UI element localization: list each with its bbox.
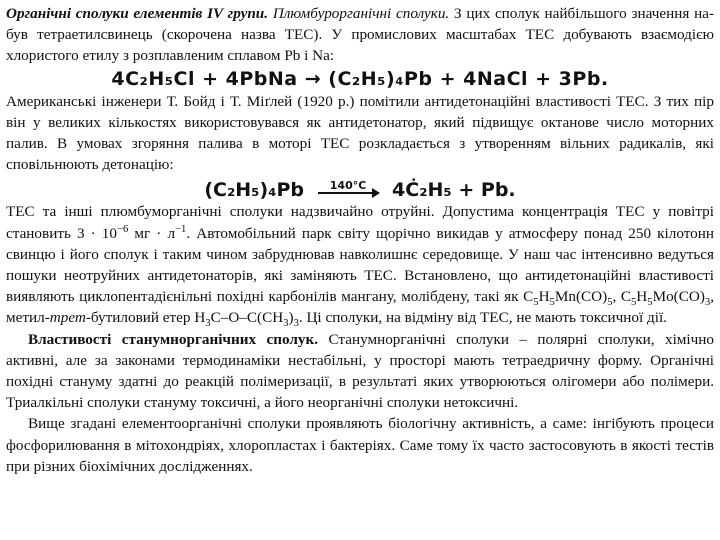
paragraph-tin-compounds xyxy=(6,329,714,414)
subheading-lead-compounds: Плюмбурорганічні сполуки. xyxy=(272,5,450,22)
paragraph-text: З цих сполук найбільшого значення на-був тетраетилсвинець (скорочена назва ТЕС). У промислових масштабах ТЕС добувають взаємодією хлористого етилу з розплавленим сплавом Pb і Na: xyxy=(6,5,715,65)
reaction-arrow xyxy=(318,180,378,201)
equation-left: (C₂H₅)₄Pb xyxy=(204,179,305,202)
section-heading-group-iv: Органічні сполуки елементів IV групи. xyxy=(6,5,269,22)
equation-tel-decomposition xyxy=(6,175,714,201)
equation-right: 4Ċ₂H₅ + Pb. xyxy=(392,179,516,202)
arrow-condition: 140°C xyxy=(329,179,367,193)
arrow-icon xyxy=(318,192,378,194)
paragraph-biological-activity: Вище згадані елементоорганічні сполуки проявляють біологічну активність, а саме: інгібують процеси фосфорилювання в мітохондріях, хлоропластах і бактеріях. Саме тому їх часто застосовують в якості тестів при різних біохімічних дослідженнях. xyxy=(6,415,714,475)
equation-tel-synthesis: 4C₂H₅Cl + 4PbNa → (C₂H₅)₄Pb + 4NaCl + 3Pb. xyxy=(111,67,609,90)
paragraph-toxicity: ТЕС та інші плюмбуморганічні сполуки надзвичайно отруйні. Допустима концентрація ТЕС у повітрі становить $3 \cdot 10^{-6}$ мг · $л^{-1}$. Автомобільний парк світу щорічно викидав у атмосферу понад 250 кілотонн свинцю і його сполук і таким чином забруднював навколишнє середовище. У наш час інтенсивно ведуться пошуки неотруйних антидетонаторів, які заміняють ТЕС. Встановлено, що антидетонаційні властивості виявляють циклопентадієнільні похідні карбонілів мангану, молібдену, такі як $C_5H_5Mn(CO)_5$, $C_5H_5Mo(CO)_3$, метил-трет-бутиловий етер $H_3C-O-C(CH_3)_3$. Ці сполуки, на відміну від ТЕС, не мають токсичної дії. xyxy=(6,203,715,330)
paragraph-antiknock: Американські інженери Т. Бойд і Т. Міґлей (1920 р.) помітили антидетонаційні властивості ТЕС. З тих пір він у великих кількостях використовувався як антидетонатор, який підвищує октанове число моторних палив. В умовах згоряння палива в моторі ТЕС розкладається з утворенням вільних радикалів, які сповільнюють детонацію: xyxy=(6,92,714,174)
section-heading-tin: Властивості станумнорганічних сполук. xyxy=(28,330,319,348)
paragraph-text: Станумнорганічні сполуки – полярні сполуки, хімічно активні, але за законами термодинаміки нестабільні, у просторі мають тетраедричну форму. Органічні похідні стануму здатні до реакцій полімеризації, в результаті яких утворюються олігомери або полімери. Триалкільні сполуки стануму токсичні, а його неорганічні сполуки нетоксичні. xyxy=(6,330,714,412)
paragraph-tel-intro xyxy=(6,3,714,67)
